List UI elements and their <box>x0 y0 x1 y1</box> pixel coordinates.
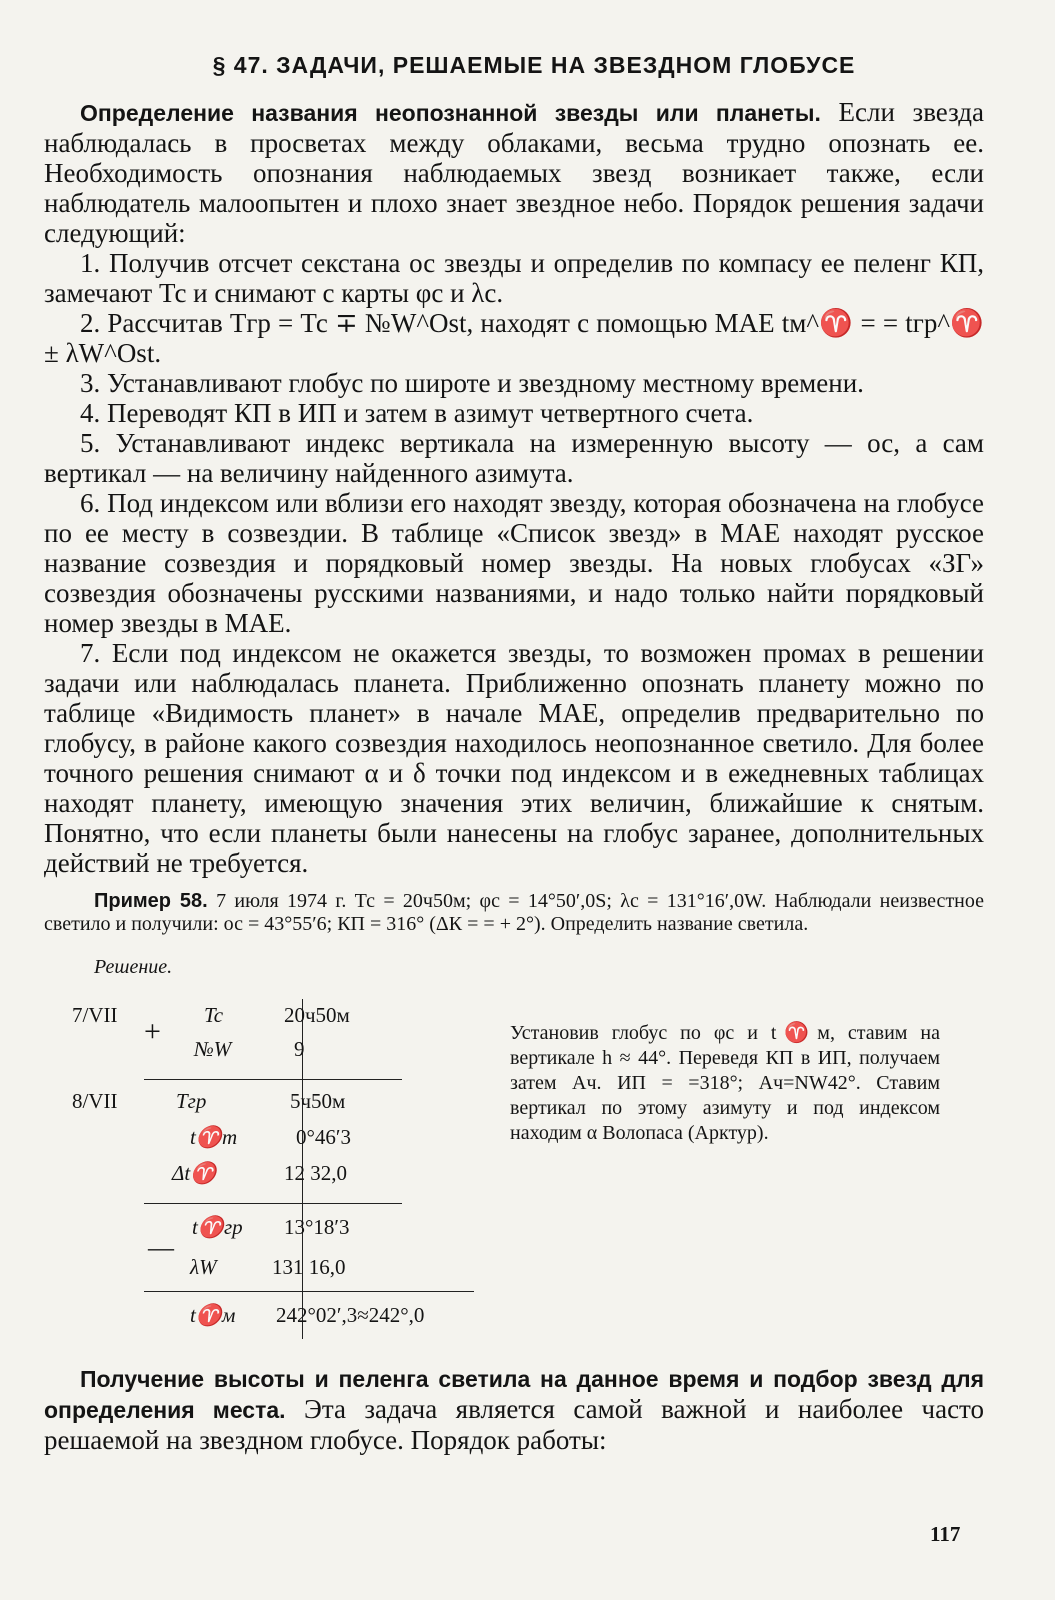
date-label: 8/VII <box>72 1089 118 1113</box>
closing-heading: Получение высоты и пеленга светила на данное время и подбор звезд для определения места. <box>44 1366 984 1423</box>
calc-value: 20ч50м <box>284 1003 350 1027</box>
example-paragraph <box>44 890 984 936</box>
list-item: 1. Получив отсчет секстана ос звезды и определив по компасу ее пеленг КП, замечают Тс и снимают с карты φс и λс. <box>44 248 984 308</box>
intro-heading: Определение названия неопознанной звезды или планеты. <box>80 100 821 126</box>
list-item: 7. Если под индексом не окажется звезды, то возможен промах в решении задачи или наблюдалась планета. Приближенно опознать планету можно по таблице «Видимость планет» в начале МАЕ, определив предварительно по глобусу, в районе какого созвездия находилось неопознанное светило. Для более точного решения снимают α и δ точки под индексом и в ежедневных таблицах находят планету, имеющую значения этих величин, ближайшие к снятым. Понятно, что если планеты были нанесены на глобус заранее, дополнительных действий не требуется. <box>44 638 984 878</box>
list-item: 6. Под индексом или вблизи его находят звезду, которая обозначена на глобусе по ее месту в созвездии. В таблице «Список звезд» в МАЕ находят русское название созвездия и порядковый номер звезды. На новых глобусах «ЗГ» созвездия обозначены русскими названиями, и надо только найти порядковый номер звезды в МАЕ. <box>44 488 984 638</box>
intro-text: Если звезда наблюдалась в просветах между облаками, весьма трудно опознать ее. Необходимость опознания наблюдаемых звезд возникает также, если наблюдатель малоопытен и плохо знает звездное небо. Порядок решения задачи следующий: <box>44 97 985 248</box>
calc-value: 131 16,0 <box>272 1255 346 1279</box>
calc-value: 242°02′,3≈242°,0 <box>276 1303 425 1327</box>
example-label: Пример 58. <box>94 890 208 912</box>
intro-paragraph <box>44 97 984 248</box>
closing-text: Эта задача является самой важной и наиболее часто решаемой на звездном глобусе. Порядок работы: <box>44 1394 985 1455</box>
date-label: 7/VII <box>72 1003 118 1027</box>
calc-value: 12 32,0 <box>284 1161 347 1185</box>
calc-label: t♈м <box>190 1303 236 1327</box>
calc-label: Tгр <box>176 1089 207 1113</box>
calc-label: t♈гр <box>192 1215 243 1239</box>
calc-value: 13°18′3 <box>284 1215 350 1239</box>
list-item: 5. Устанавливают индекс вертикала на измеренную высоту — ос, а сам вертикал — на величину найденного азимута. <box>44 428 984 488</box>
calc-value: 0°46′3 <box>296 1125 351 1149</box>
list-item: 3. Устанавливают глобус по широте и звездному местному времени. <box>80 368 864 398</box>
solution-note: Установив глобус по φс и t♈м, ставим на вертикале h ≈ 44°. Переведя КП в ИП, получаем затем Aч. ИП = =318°; Aч=NW42°. Ставим вертикал по этому азимуту и под индексом находим α Волопаса (Арктур). <box>510 1022 940 1144</box>
table-rule <box>144 1291 474 1292</box>
calc-label: t♈т <box>190 1125 238 1149</box>
calc-value: 9 <box>294 1037 305 1061</box>
table-rule <box>144 1203 402 1204</box>
table-rule <box>144 1079 402 1080</box>
calc-label: Tc <box>204 1003 224 1027</box>
calc-value: 5ч50м <box>290 1089 346 1113</box>
steps-list <box>44 248 984 878</box>
calculation-table <box>44 993 984 1353</box>
page-body <box>44 52 984 1482</box>
calc-label: №W <box>194 1037 232 1061</box>
list-item: 2. Рассчитав Тгр = Тс ∓ №W^Ost, находят с помощью МАЕ tм^♈ = = tгр^♈ ± λW^Ost. <box>44 308 984 368</box>
list-item: 4. Переводят КП в ИП и затем в азимут четвертного счета. <box>80 398 754 428</box>
plus-sign: + <box>144 1015 161 1048</box>
minus-sign: — <box>148 1233 174 1262</box>
calc-label: λW <box>190 1255 217 1279</box>
closing-paragraph <box>44 1363 984 1455</box>
calc-label: Δt♈ <box>172 1161 217 1185</box>
section-title: § 47. ЗАДАЧИ, РЕШАЕМЫЕ НА ЗВЕЗДНОМ ГЛОБУСЕ <box>212 52 856 78</box>
example-text: 7 июля 1974 г. Тс = 20ч50м; φс = 14°50′,0S; λс = 131°16′,0W. Наблюдали неизвестное светило и получили: ос = 43°55′6; КП = 316° (ΔК = = + 2°). Определить название светила. <box>44 890 985 935</box>
solution-label: Решение. <box>94 956 173 978</box>
page-number: 117 <box>930 1522 961 1546</box>
